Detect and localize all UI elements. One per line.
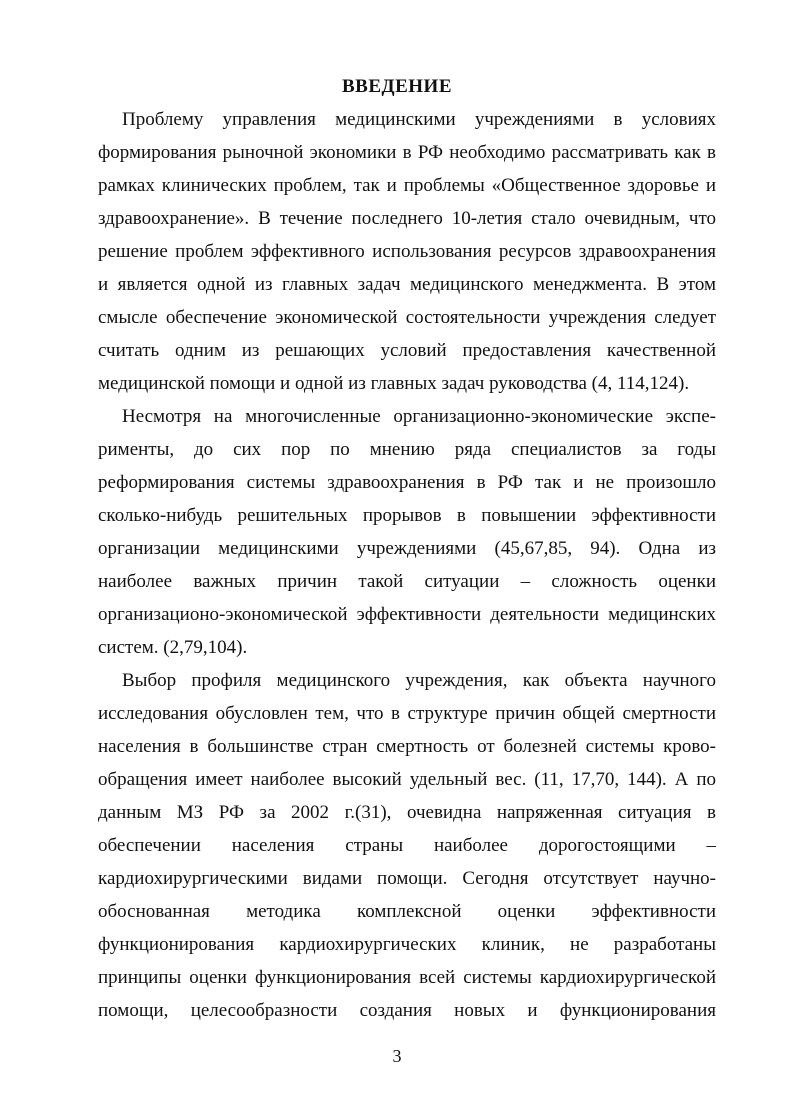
text-line: наиболее важных причин такой ситуации – сложность оценки xyxy=(98,571,716,592)
text-line: Проблему управления медицинскими учреждениями в условиях xyxy=(122,109,716,130)
text-line: принципы оценки функционирования всей системы кардиохирургической xyxy=(98,967,716,988)
text-line: медицинской помощи и одной из главных задач руководства (4, 114,124). xyxy=(98,373,690,394)
text-line: рамках клинических проблем, так и проблемы «Общественное здоровье и xyxy=(98,175,716,196)
text-line: здравоохранение». В течение последнего 10-летия стало очевидным, что xyxy=(98,208,716,229)
text-line: данным МЗ РФ за 2002 г.(31), очевидна напряженная ситуация в xyxy=(98,802,716,823)
text-line: решение проблем эффективного использования ресурсов здравоохранения xyxy=(98,241,716,262)
text-line: Выбор профиля медицинского учреждения, как объекта научного xyxy=(122,670,716,691)
text-line: реформирования системы здравоохранения в РФ так и не произошло xyxy=(98,472,716,493)
text-line: обеспечении населения страны наиболее дорогостоящими – xyxy=(98,835,716,856)
text-line: организации медицинскими учреждениями (45,67,85, 94). Одна из xyxy=(98,538,716,559)
text-line: функционирования кардиохирургических клиник, не разработаны xyxy=(98,934,716,955)
text-line: населения в большинстве стран смертность от болезней системы крово- xyxy=(98,736,716,757)
text-line: обоснованная методика комплексной оценки эффективности xyxy=(98,901,716,922)
text-line: помощи, целесообразности создания новых и функционирования xyxy=(98,1000,716,1021)
text-line: исследования обусловлен тем, что в структуре причин общей смертности xyxy=(98,703,716,724)
text-line: смысле обеспечение экономической состоятельности учреждения следует xyxy=(98,307,716,328)
text-line: формирования рыночной экономики в РФ необходимо рассматривать как в xyxy=(98,142,716,163)
text-line: организационо-экономической эффективности деятельности медицинских xyxy=(98,604,716,625)
text-line: кардиохирургическими видами помощи. Сегодня отсутствует научно- xyxy=(98,868,716,889)
text-line: рименты, до сих пор по мнению ряда специалистов за годы xyxy=(98,439,716,460)
page-title: ВВЕДЕНИЕ xyxy=(342,76,452,97)
text-line: Несмотря на многочисленные организационно-экономические экспе- xyxy=(122,406,716,427)
text-line: считать одним из решающих условий предоставления качественной xyxy=(98,340,716,361)
text-line: и является одной из главных задач медицинского менеджмента. В этом xyxy=(98,274,716,295)
text-line: обращения имеет наиболее высокий удельный вес. (11, 17,70, 144). А по xyxy=(98,769,716,790)
page-number: 3 xyxy=(392,1046,402,1066)
text-line: сколько-нибудь решительных прорывов в повышении эффективности xyxy=(98,505,716,526)
text-line: систем. (2,79,104). xyxy=(98,637,248,658)
